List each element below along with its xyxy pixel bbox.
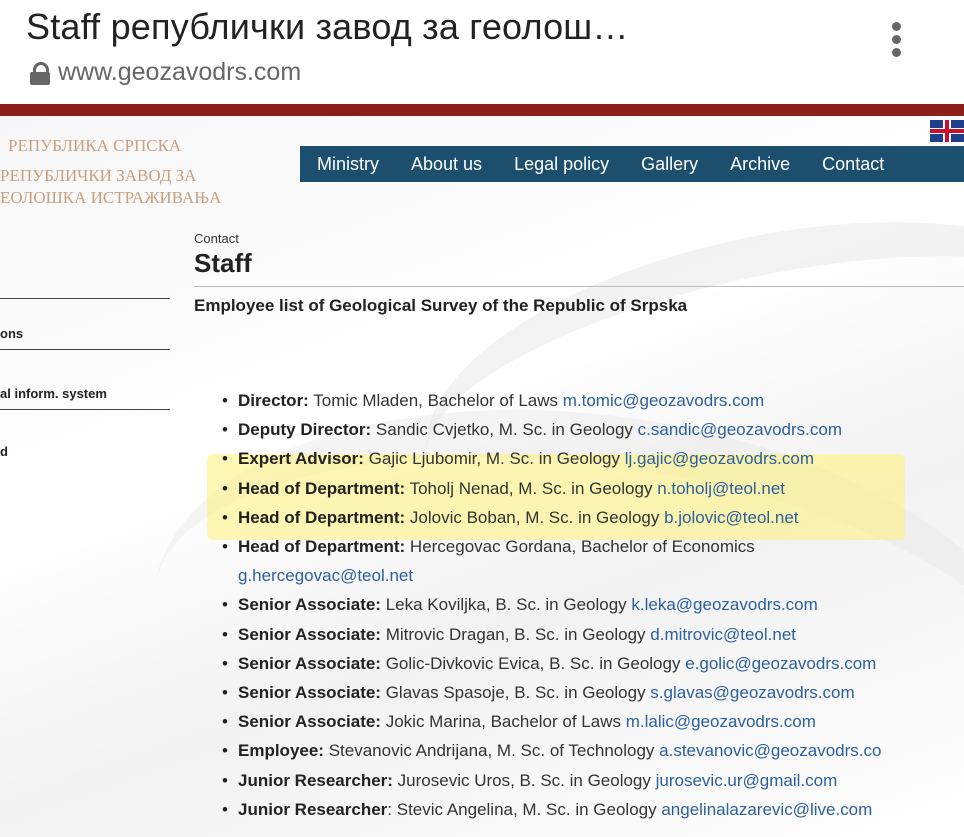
- list-item: [222, 678, 964, 707]
- logo-line: ЕОЛОШКА ИСТРАЖИВАЊА: [0, 188, 222, 207]
- sidebar-item[interactable]: [0, 276, 170, 299]
- main-navigation: [300, 146, 964, 182]
- staff-name: Stevanovic Andrijana, M. Sc. of Technology: [323, 741, 660, 761]
- staff-email-link[interactable]: s.glavas@geozavodrs.com: [650, 683, 855, 703]
- staff-role: Senior Associate:: [238, 624, 381, 644]
- list-item: [222, 532, 758, 590]
- staff-role: Junior Researcher: [238, 799, 388, 819]
- staff-email-link[interactable]: c.sandic@geozavodrs.com: [637, 420, 842, 440]
- list-item: [222, 707, 964, 736]
- staff-role: Senior Associate:: [238, 712, 381, 732]
- staff-name: Mitrovic Dragan, B. Sc. in Geology: [380, 624, 651, 644]
- address-bar[interactable]: [30, 58, 301, 87]
- staff-email-link[interactable]: d.mitrovic@teol.net: [650, 624, 797, 644]
- nav-item-ministry[interactable]: Ministry: [317, 153, 379, 174]
- list-item: [222, 736, 964, 765]
- staff-name: Tomic Mladen, Bachelor of Laws: [308, 391, 563, 410]
- list-item: [222, 795, 964, 824]
- staff-name: Toholj Nenad, M. Sc. in Geology: [405, 478, 658, 498]
- nav-item-archive[interactable]: Archive: [730, 153, 791, 174]
- staff-role: Senior Associate:: [238, 683, 381, 703]
- staff-email-link[interactable]: lj.gajic@geozavodrs.com: [624, 449, 814, 469]
- sidebar-item[interactable]: d: [0, 444, 8, 459]
- staff-name: Glavas Spasoje, B. Sc. in Geology: [380, 683, 651, 703]
- staff-email-link[interactable]: n.toholj@teol.net: [657, 478, 786, 498]
- staff-role: Expert Advisor:: [238, 449, 364, 469]
- staff-email-link[interactable]: b.jolovic@teol.net: [664, 507, 799, 527]
- staff-role: Deputy Director:: [238, 420, 372, 440]
- header-divider: [0, 104, 964, 116]
- page-subheading: Employee list of Geological Survey of the Republic of Srpska: [194, 296, 688, 315]
- staff-email-link[interactable]: m.tomic@geozavodrs.com: [562, 391, 765, 410]
- logo-line: РЕПУБЛИКА СРПСКА: [8, 136, 182, 155]
- staff-email-link[interactable]: e.golic@geozavodrs.com: [685, 653, 877, 673]
- uk-flag-icon[interactable]: [930, 120, 964, 142]
- logo-line: РЕПУБЛИЧКИ ЗАВОД ЗА: [0, 166, 197, 185]
- browser-toolbar: [0, 0, 964, 104]
- staff-name: Golic-Divkovic Evica, B. Sc. in Geology: [380, 653, 686, 673]
- staff-name: Jurosevic Uros, B. Sc. in Geology: [392, 770, 656, 790]
- staff-email-link[interactable]: jurosevic.ur@gmail.com: [655, 770, 838, 790]
- staff-email-link[interactable]: g.hercegovac@teol.net: [238, 566, 414, 586]
- heading-divider: [194, 286, 964, 287]
- staff-name: Sandic Cvjetko, M. Sc. in Geology: [371, 420, 638, 440]
- staff-role: Senior Associate:: [238, 595, 381, 615]
- lock-icon: [30, 62, 50, 84]
- list-item: [222, 649, 964, 678]
- staff-email-link[interactable]: k.leka@geozavodrs.com: [631, 595, 818, 615]
- staff-name: Hercegovac Gordana, Bachelor of Economics: [405, 537, 755, 557]
- list-item: [222, 766, 964, 795]
- breadcrumb[interactable]: Contact: [194, 231, 239, 246]
- overflow-menu-icon[interactable]: [886, 22, 906, 66]
- page-tab-title: Staff републички завод за геолош…: [26, 6, 629, 47]
- staff-name: Jokic Marina, Bachelor of Laws: [380, 712, 626, 732]
- list-item: [222, 503, 964, 532]
- staff-role: Senior Associate:: [238, 653, 381, 673]
- sidebar-item[interactable]: al inform. system: [0, 386, 170, 410]
- staff-role: Head of Department:: [238, 537, 406, 557]
- staff-role: Head of Department:: [238, 507, 406, 527]
- sidebar-item[interactable]: ons: [0, 326, 170, 350]
- nav-item-gallery[interactable]: Gallery: [641, 153, 699, 174]
- staff-email-link[interactable]: angelinalazarevic@live.com: [661, 799, 873, 819]
- staff-role: Employee:: [238, 741, 324, 761]
- page-heading: Staff: [194, 248, 252, 278]
- staff-name: Jolovic Boban, M. Sc. in Geology: [405, 507, 665, 527]
- staff-email-link[interactable]: a.stevanovic@geozavodrs.co: [659, 741, 882, 761]
- staff-name: Gajic Ljubomir, M. Sc. in Geology: [363, 449, 625, 469]
- staff-list: [222, 386, 964, 824]
- list-item: [222, 620, 964, 649]
- web-page: [0, 116, 964, 837]
- staff-name: Leka Koviljka, B. Sc. in Geology: [380, 595, 632, 615]
- nav-item-about-us[interactable]: About us: [411, 153, 483, 174]
- list-item: [222, 415, 964, 444]
- list-item: [222, 444, 964, 473]
- nav-item-legal-policy[interactable]: Legal policy: [514, 153, 610, 174]
- nav-item-contact[interactable]: Contact: [822, 153, 885, 174]
- staff-email-link[interactable]: m.lalic@geozavodrs.com: [625, 712, 816, 732]
- staff-name: : Stevic Angelina, M. Sc. in Geology: [387, 799, 662, 819]
- url-text[interactable]: www.geozavodrs.com: [58, 58, 302, 86]
- list-item: [222, 590, 964, 619]
- staff-role: Director:: [238, 391, 309, 410]
- list-item: [222, 386, 964, 415]
- staff-role: Junior Researcher:: [238, 770, 393, 790]
- list-item: [222, 474, 964, 503]
- staff-role: Head of Department:: [238, 478, 406, 498]
